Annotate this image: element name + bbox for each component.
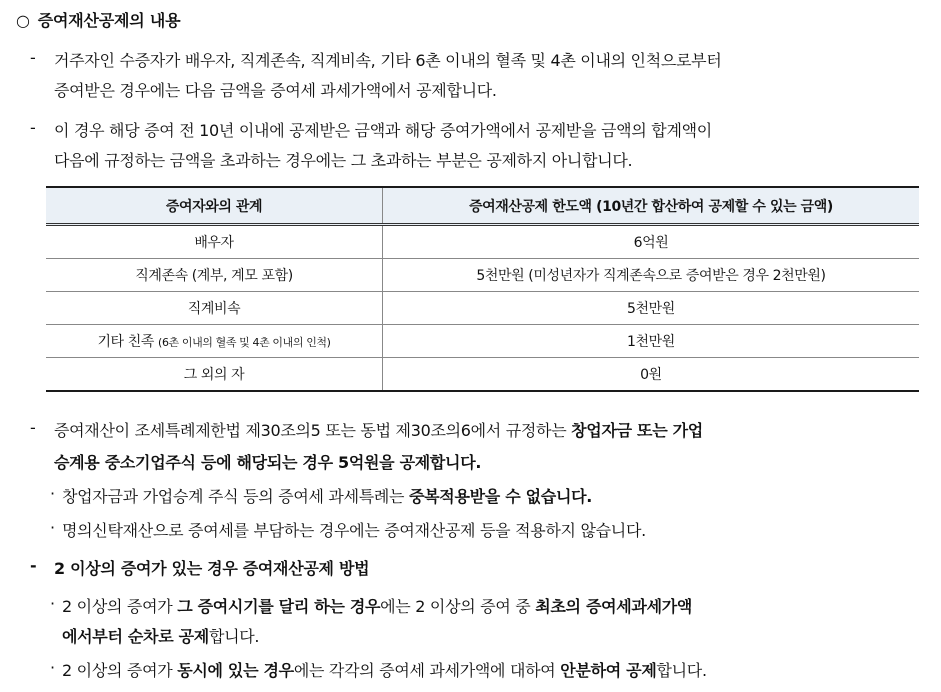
table-row: [46, 292, 919, 325]
section-title: [16, 8, 180, 31]
section-title-text: 증여재산공제의 내용: [37, 11, 181, 30]
bullet4-line: [62, 658, 707, 681]
dash-bullet: -: [30, 48, 36, 67]
header-relation: 증여자와의 관계: [46, 187, 383, 225]
bullet1-bold: 중복적용받을 수 없습니다.: [409, 487, 593, 506]
cell-relation: 직계존속 (계부, 계모 포함): [46, 259, 383, 292]
para2-line2: 다음에 규정하는 금액을 초과하는 경우에는 그 초과하는 부분은 공제하지 아니합니다.: [54, 151, 633, 170]
para3-line1-bold: 창업자금 또는 가업: [571, 421, 703, 440]
para3-line1-normal: 증여재산이 조세특례제한법 제30조의5 또는 동법 제30조의6에서 규정하는: [54, 421, 572, 440]
bullet3-text: 에는 2 이상의 증여 중: [380, 597, 536, 616]
cell-relation: 배우자: [46, 225, 383, 259]
dot-bullet: ·: [50, 658, 56, 677]
bullet4-text: 2 이상의 증여가: [62, 661, 178, 680]
table-row: [46, 325, 919, 358]
dash-bullet: -: [30, 418, 36, 437]
bullet3-text: 2 이상의 증여가: [62, 597, 178, 616]
para3-line2-bold: 승계용 중소기업주식 등에 해당되는 경우 5억원을 공제합니다.: [54, 453, 482, 472]
cell-limit: 6억원: [383, 225, 920, 259]
cell-relation-note: (6촌 이내의 혈족 및 4촌 이내의 인척): [158, 336, 331, 349]
para2-line1: 이 경우 해당 증여 전 10년 이내에 공제받은 금액과 해당 증여가액에서 공제받을 금액의 합계액이: [54, 121, 712, 140]
cell-relation-main: 기타 친족: [97, 334, 154, 350]
bullet2-line: 명의신탁재산으로 증여세를 부담하는 경우에는 증여재산공제 등을 적용하지 않습니다.: [62, 521, 646, 540]
section2-heading: 2 이상의 증여가 있는 경우 증여재산공제 방법: [54, 559, 370, 578]
dot-bullet: ·: [50, 484, 56, 503]
cell-relation: 그 외의 자: [46, 358, 383, 392]
cell-limit: 0원: [383, 358, 920, 392]
bullet1-line: [62, 484, 592, 507]
para1-line1: 거주자인 수증자가 배우자, 직계존속, 직계비속, 기타 6촌 이내의 혈족 및 4촌 이내의 인척으로부터: [54, 51, 722, 70]
dash-bullet: -: [30, 118, 36, 137]
bullet3-text: 합니다.: [208, 627, 260, 646]
cell-relation: [46, 325, 383, 358]
dot-bullet: ·: [50, 518, 56, 537]
para3-line2: [54, 450, 481, 473]
table-header-row: [46, 187, 919, 225]
deduction-limit-table: [46, 186, 919, 392]
table-row: [46, 358, 919, 392]
table-row: [46, 225, 919, 259]
bullet1-normal: 창업자금과 가업승계 주식 등의 증여세 과세특례는: [62, 487, 409, 506]
dot-bullet: ·: [50, 594, 56, 613]
bullet3-bold: 최초의 증여세과세가액: [535, 597, 693, 616]
dash-bullet: -: [30, 556, 37, 575]
para3-line1: [54, 418, 703, 441]
cell-limit: 1천만원: [383, 325, 920, 358]
cell-limit: 5천만원 (미성년자가 직계존속으로 증여받은 경우 2천만원): [383, 259, 920, 292]
bullet4-text: 합니다.: [656, 661, 707, 680]
para1-line2: 증여받은 경우에는 다음 금액을 증여세 과세가액에서 공제합니다.: [54, 81, 497, 100]
bullet3-bold: 그 증여시기를 달리 하는 경우: [177, 597, 381, 616]
bullet4-text: 에는 각각의 증여세 과세가액에 대하여: [293, 661, 561, 680]
header-limit: 증여재산공제 한도액 (10년간 합산하여 공제할 수 있는 금액): [383, 187, 920, 225]
bullet3-line2: [62, 624, 259, 647]
bullet3-bold: 에서부터 순차로 공제: [62, 627, 209, 646]
bullet4-bold: 동시에 있는 경우: [177, 661, 294, 680]
cell-limit: 5천만원: [383, 292, 920, 325]
table-row: [46, 259, 919, 292]
bullet3-line1: [62, 594, 692, 617]
cell-relation: 직계비속: [46, 292, 383, 325]
bullet4-bold: 안분하여 공제: [560, 661, 657, 680]
circle-bullet-icon: ○: [16, 11, 30, 30]
